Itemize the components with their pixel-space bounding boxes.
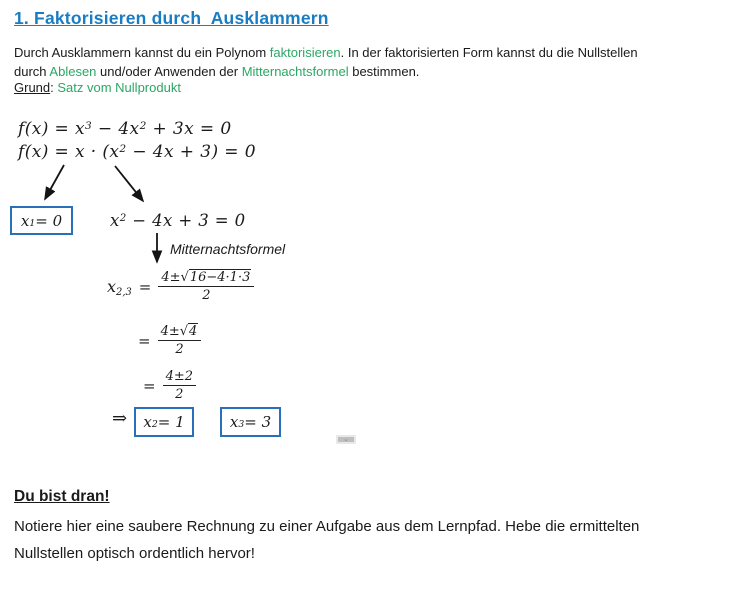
lhs-x23 (107, 277, 132, 296)
formula-segment: 4± (160, 324, 180, 339)
calc-step-2 (138, 324, 201, 357)
subscript: 2,3 (116, 286, 132, 298)
variable: x (229, 413, 239, 431)
exponent: 2 (119, 213, 127, 225)
branch-arrow-right-icon (115, 166, 143, 201)
formula-quadratic (110, 211, 246, 230)
fraction-numerator (158, 324, 202, 341)
formula-segment: 4± (161, 270, 181, 285)
variable: x (107, 277, 117, 296)
radicand: 4 (189, 324, 198, 339)
formula-segment: f(x) = x (18, 119, 85, 139)
variable: x (143, 413, 152, 431)
formula-segment: − 4x + 3 = 0 (126, 211, 246, 230)
subscript: 2 (151, 419, 158, 431)
intro-text: Durch Ausklammern kannst du ein Polynom (14, 45, 270, 60)
branch-arrow-left-icon (45, 165, 64, 199)
formula-segment: = 3 (244, 413, 272, 431)
fraction (158, 324, 202, 357)
fraction (163, 369, 196, 402)
intro-text: durch (14, 64, 50, 79)
formula-fx-factored (18, 142, 256, 162)
sqrt-sign: √ (180, 270, 189, 285)
grund-label: Grund (14, 80, 51, 95)
exponent: 2 (139, 120, 147, 133)
formula-segment: − 4x (92, 119, 140, 139)
formula-segment: = 1 (157, 413, 185, 431)
grund-colon: : (50, 80, 58, 95)
fraction-denominator: 2 (175, 342, 184, 357)
calc-step-1 (107, 270, 254, 303)
exponent: 3 (84, 120, 93, 133)
keyword-satz-vom-nullprodukt: Satz vom Nullprodukt (57, 80, 181, 95)
keyword-faktorisieren: faktorisieren (269, 45, 341, 60)
keyword-mitternachtsformel: Mitternachtsformel (241, 64, 349, 79)
task-text-line-2: Nullstellen optisch ordentlich hervor! (14, 545, 255, 562)
equals-sign: = (143, 376, 156, 395)
subscript: 1 (29, 217, 36, 229)
solution-box-x3 (220, 407, 281, 437)
fraction-numerator (158, 270, 254, 287)
equals-sign: = (138, 277, 152, 296)
solution-box-x2 (134, 407, 194, 437)
formula-segment: + 3x = 0 (146, 119, 232, 139)
fraction-numerator: 4±2 (163, 369, 196, 386)
chevron-down-icon: ⌄ (343, 435, 349, 443)
task-text-line-1: Notiere hier eine saubere Rechnung zu einer Aufgabe aus dem Lernpfad. Hebe die ermittelten (14, 518, 640, 535)
intro-line-1 (14, 43, 638, 62)
mitternachtsformel-label: Mitternachtsformel (170, 241, 286, 257)
intro-text: . In der faktorisierten Form kannst du die Nullstellen (340, 45, 638, 60)
fraction-denominator: 2 (202, 288, 211, 303)
grund-line (14, 80, 181, 95)
formula-segment: − 4x + 3) = 0 (126, 142, 256, 162)
formula-fx-expanded (18, 119, 232, 139)
variable: x (20, 211, 30, 230)
intro-line-2 (14, 62, 638, 81)
task-paragraph (14, 513, 639, 567)
fraction-denominator: 2 (175, 387, 184, 402)
page-title: 1. Faktorisieren durch Ausklammern (14, 8, 329, 28)
subscript: 3 (238, 419, 245, 431)
intro-paragraph (14, 43, 638, 81)
implies-arrow: ⇒ (112, 408, 128, 429)
formula-segment: f(x) = x · (x (18, 142, 120, 162)
calc-step-3 (143, 369, 196, 402)
task-heading: Du bist dran! (14, 488, 110, 505)
collapse-handle[interactable] (336, 435, 356, 444)
keyword-ablesen: Ablesen (49, 64, 97, 79)
sqrt-sign: √ (179, 324, 189, 339)
fraction (158, 270, 254, 303)
intro-text: bestimmen. (348, 64, 420, 79)
variable: x (110, 211, 120, 230)
formula-segment: = 0 (35, 211, 63, 230)
exponent: 2 (119, 143, 127, 156)
equals-sign: = (138, 331, 151, 350)
radicand: 16−4·1·3 (189, 270, 251, 285)
intro-text: und/oder Anwenden der (96, 64, 242, 79)
solution-box-x1 (10, 206, 73, 235)
